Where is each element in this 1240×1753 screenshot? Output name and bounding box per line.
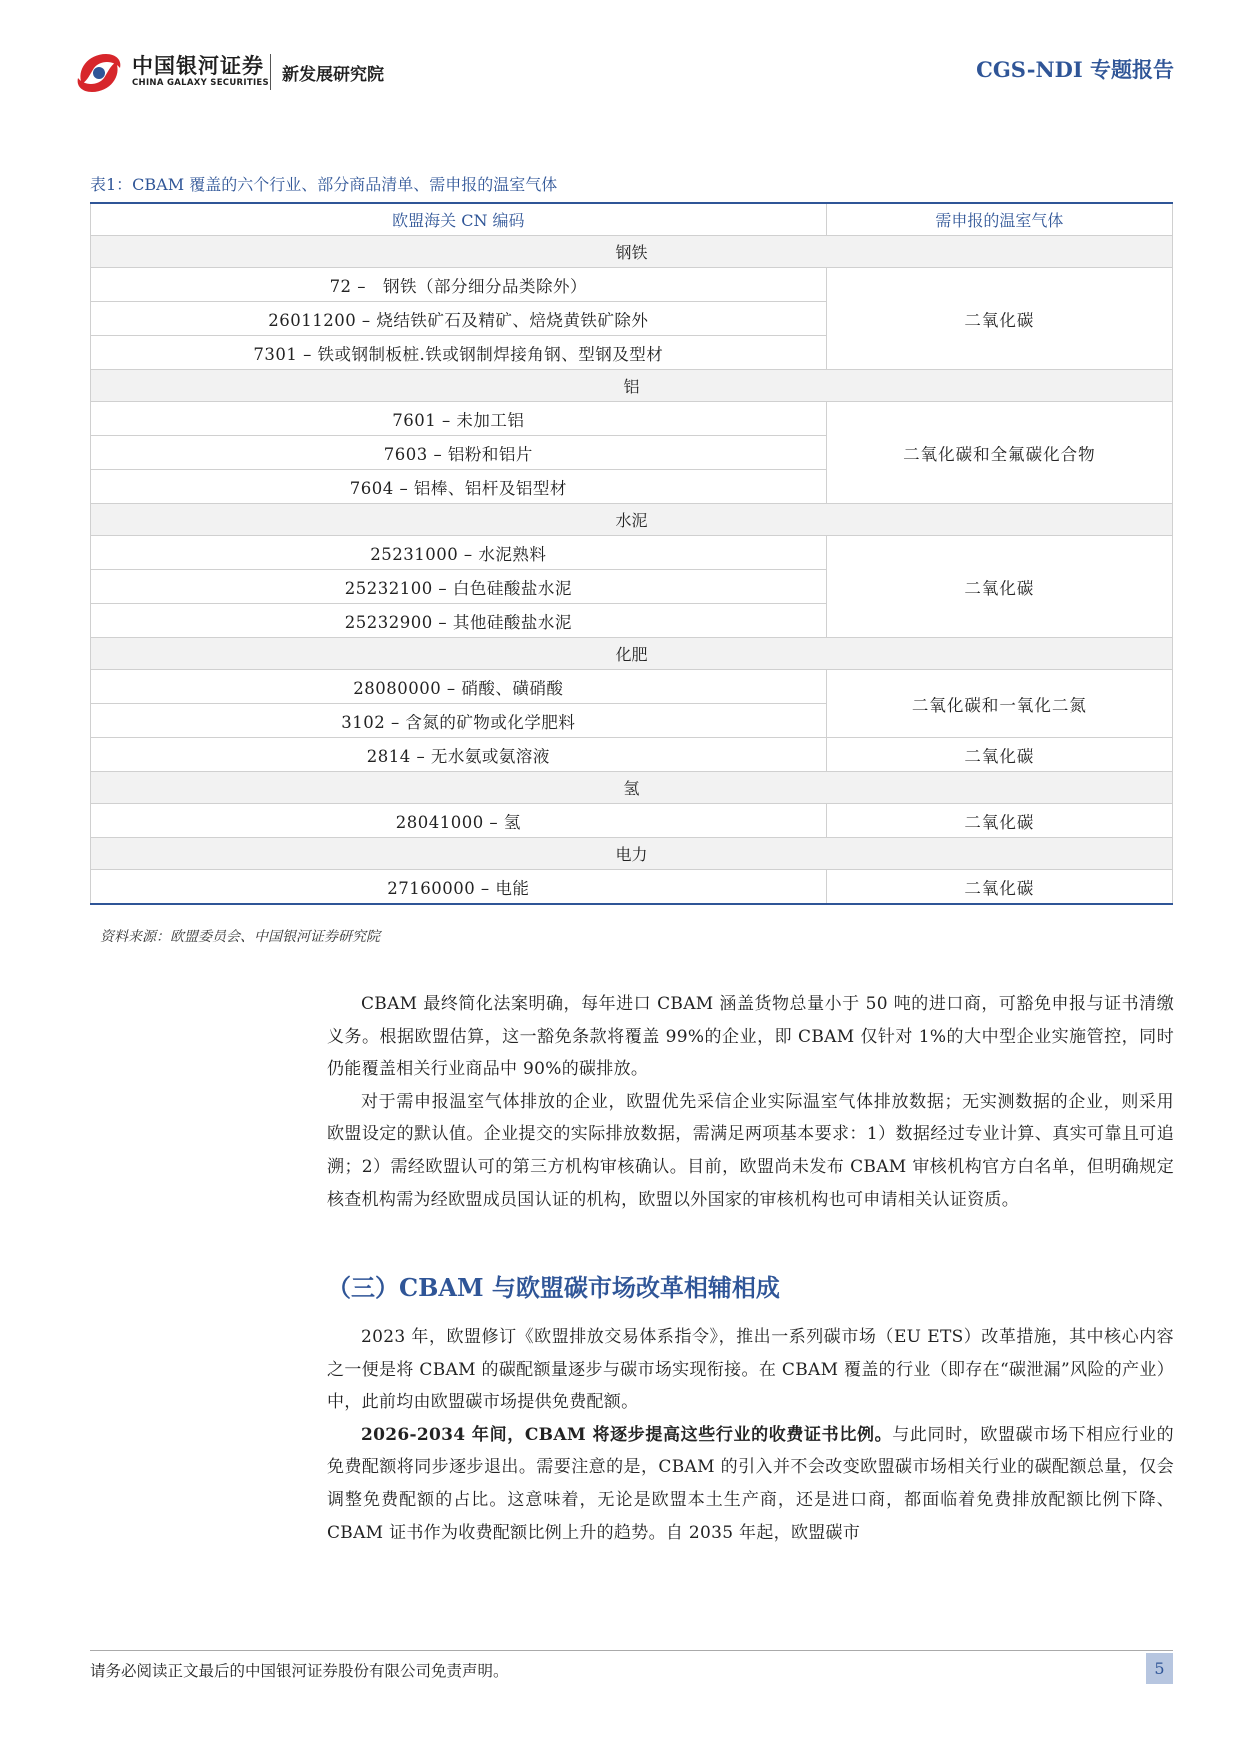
- paragraph: 对于需申报温室气体排放的企业，欧盟优先采信企业实际温室气体排放数据；无实测数据的企业，则采用欧盟设定的默认值。企业提交的实际排放数据，需满足两项基本要求：1）数据经过专业计算、真实可靠且可追溯；2）需经欧盟认可的第三方机构审核确认。目前，欧盟尚未发布 CBAM 审核机构官方白名单，但明确规定核查机构需为经欧盟成员国认证的机构，欧盟以外国家的审核机构也可申请相关认证资质。: [327, 1091, 1174, 1210]
- table-source: 资料来源：欧盟委员会、中国银河证券研究院: [100, 929, 380, 945]
- table-cell-gas: 二氧化碳和一氧化二氮: [826, 670, 1172, 738]
- paragraph: [327, 1419, 1174, 1549]
- paragraph: 2023 年，欧盟修订《欧盟排放交易体系指令》，推出一系列碳市场（EU ETS）改革措施，其中核心内容之一便是将 CBAM 的碳配额量逐步与碳市场实现衔接。在 CBAM 覆盖的行业（即存在“碳泄漏”风险的产业）中，此前均由欧盟碳市场提供免费配额。: [327, 1327, 1174, 1413]
- section-heading: （三）CBAM 与欧盟碳市场改革相辅相成: [327, 1273, 780, 1302]
- sector-row-electricity: 电力: [91, 838, 1173, 870]
- body-text-block-1: [327, 988, 1174, 1216]
- table-cell-gas: 二氧化碳和全氟碳化合物: [826, 402, 1172, 504]
- page-number: 5: [1146, 1653, 1173, 1684]
- footer-disclaimer: 请务必阅读正文最后的中国银河证券股份有限公司免责声明。: [90, 1662, 509, 1680]
- table-cell-gas: 二氧化碳: [826, 536, 1172, 638]
- table-cell-code: 28041000 – 氢: [91, 804, 827, 838]
- table-title: 表1：CBAM 覆盖的六个行业、部分商品清单、需申报的温室气体: [90, 175, 558, 194]
- col-header-gas: 需申报的温室气体: [826, 203, 1172, 236]
- table-header-row: [91, 203, 1173, 236]
- table-cell-code: 25232100 – 白色硅酸盐水泥: [91, 570, 827, 604]
- table-cell-code: 28080000 – 硝酸、磺硝酸: [91, 670, 827, 704]
- col-header-code: 欧盟海关 CN 编码: [91, 203, 827, 236]
- brand-divider: [270, 54, 271, 90]
- brand-name-cn: 中国银河证券: [132, 54, 264, 78]
- brand-name-en: CHINA GALAXY SECURITIES: [132, 78, 269, 88]
- report-type: CGS-NDI 专题报告: [976, 57, 1174, 82]
- table-cell-gas: 二氧化碳: [826, 804, 1172, 838]
- table-cell-code: 72 – 钢铁（部分细分品类除外）: [91, 268, 827, 302]
- table-cell-code: 2814 – 无水氨或氨溶液: [91, 738, 827, 772]
- table-cell-code: 27160000 – 电能: [91, 870, 827, 905]
- bold-lead: 2026-2034 年间，CBAM 将逐步提高这些行业的收费证书比例。: [361, 1424, 893, 1445]
- table-cell-code: 7301 – 铁或钢制板桩.铁或钢制焊接角钢、型钢及型材: [91, 336, 827, 370]
- body-text-block-2: [327, 1321, 1174, 1549]
- galaxy-logo-icon: [74, 48, 124, 98]
- paragraph-rest: 与此同时，欧盟碳市场下相应行业的免费配额将同步逐步退出。需要注意的是，CBAM 的引入并不会改变欧盟碳市场相关行业的碳配额总量，仅会调整免费配额的占比。这意味着，无论是欧盟本土生产商，还是进口商，都面临着免费排放配额比例下降、CBAM 证书作为收费配额比例上升的趋势。自 2035 年起，欧盟碳市: [327, 1424, 1174, 1543]
- sector-row-cement: 水泥: [91, 504, 1173, 536]
- table-cell-gas: 二氧化碳: [826, 268, 1172, 370]
- table-cell-code: 25232900 – 其他硅酸盐水泥: [91, 604, 827, 638]
- footer-divider: [90, 1650, 1173, 1651]
- table-cell-code: 7604 – 铝棒、铝杆及铝型材: [91, 470, 827, 504]
- table-cell-gas: 二氧化碳: [826, 738, 1172, 772]
- table-cell-code: 7603 – 铝粉和铝片: [91, 436, 827, 470]
- page-header: [0, 0, 1240, 110]
- sector-row-hydrogen: 氢: [91, 772, 1173, 804]
- cbam-table: [90, 202, 1173, 905]
- institute-name: 新发展研究院: [282, 65, 384, 85]
- table-cell-code: 25231000 – 水泥熟料: [91, 536, 827, 570]
- paragraph: CBAM 最终简化法案明确，每年进口 CBAM 涵盖货物总量小于 50 吨的进口商，可豁免申报与证书清缴义务。根据欧盟估算，这一豁免条款将覆盖 99%的企业，即 CBAM 仅针对 1%的大中型企业实施管控，同时仍能覆盖相关行业商品中 90%的碳排放。: [327, 994, 1174, 1080]
- table-cell-code: 26011200 – 烧结铁矿石及精矿、焙烧黄铁矿除外: [91, 302, 827, 336]
- table-cell-code: 7601 – 未加工铝: [91, 402, 827, 436]
- table-cell-gas: 二氧化碳: [826, 870, 1172, 905]
- table-cell-code: 3102 – 含氮的矿物或化学肥料: [91, 704, 827, 738]
- sector-row-aluminium: 铝: [91, 370, 1173, 402]
- sector-row-steel: 钢铁: [91, 236, 1173, 268]
- sector-row-fertiliser: 化肥: [91, 638, 1173, 670]
